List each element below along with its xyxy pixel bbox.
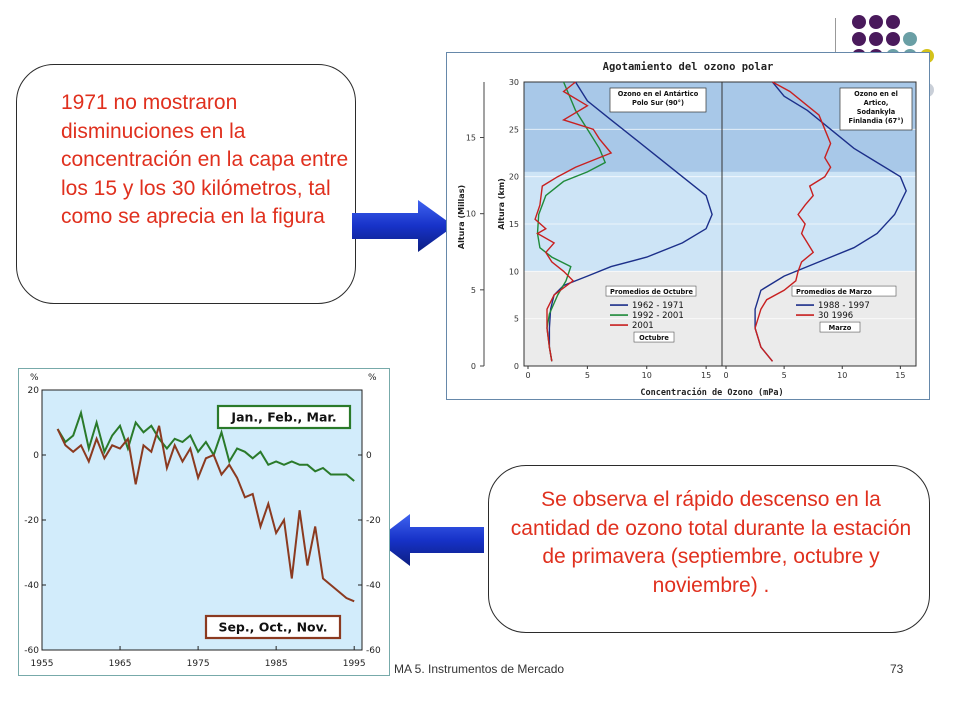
y-tick-label: 0 [513, 362, 519, 371]
y-tick-label: 10 [508, 267, 519, 277]
decorative-dot [869, 32, 883, 46]
y-unit-right: % [368, 373, 377, 383]
y-tick-right: -40 [366, 581, 381, 591]
panel-label: Finlandia (67°) [848, 117, 904, 125]
y-unit-left: % [30, 373, 39, 383]
y-tick-label: 15 [508, 220, 519, 229]
arrow-left-icon [374, 512, 486, 568]
legend-extra: Marzo [828, 324, 852, 333]
callout-bottom [488, 465, 930, 633]
x-tick-label: 0 [723, 371, 729, 380]
legend-entry: 1992 - 2001 [632, 311, 684, 322]
y-tick-label: 30 [508, 78, 519, 87]
legend-entry: 1988 - 1997 [818, 301, 870, 312]
callout-bottom-text: Se observa el rápido descenso en la cantidad de ozono total durante la estación de primavera (septiembre, octubre y noviembre) . [510, 488, 912, 597]
legend-entry: Jan., Feb., Mar. [231, 409, 337, 425]
x-tick-label: 1975 [186, 659, 210, 669]
mile-tick-label: 0 [470, 362, 476, 371]
decorative-dot [869, 15, 883, 29]
panel-label: Polo Sur (90°) [632, 99, 684, 107]
x-tick-label: 1985 [264, 659, 288, 669]
ozone-chart-title: Agotamiento del ozono polar [602, 61, 774, 73]
y-tick-label: 5 [513, 314, 519, 324]
ozone-x-label: Concentración de Ozono (mPa) [640, 388, 784, 398]
x-tick-label: 1965 [108, 659, 132, 669]
decorative-dot [886, 15, 900, 29]
x-tick-label: 5 [584, 371, 590, 380]
y-tick-right: -60 [366, 646, 381, 656]
arrow-right-icon [352, 198, 456, 254]
mile-tick-label: 10 [465, 209, 476, 219]
legend-title: Promedios de Marzo [796, 288, 872, 297]
decorative-dot [852, 32, 866, 46]
x-tick-label: 5 [781, 371, 787, 380]
y-tick-left: -20 [24, 516, 39, 526]
y-tick-label: 20 [508, 172, 519, 182]
x-tick-label: 15 [895, 371, 906, 380]
footer-text: MA 5. Instrumentos de Mercado [394, 662, 565, 676]
y-tick-left: 20 [27, 386, 39, 396]
x-tick-label: 10 [641, 371, 652, 380]
y-tick-left: -40 [24, 581, 39, 591]
legend-entry: Sep., Oct., Nov. [218, 619, 328, 635]
decorative-dot [903, 32, 917, 46]
y-tick-right: -20 [366, 516, 381, 526]
x-tick-label: 15 [701, 371, 712, 380]
legend-entry: 2001 [632, 321, 654, 332]
callout-top [16, 64, 356, 304]
decorative-dot [886, 32, 900, 46]
page-number: 73 [890, 662, 904, 676]
legend-title: Promedios de Octubre [610, 288, 693, 297]
legend-entry: 1962 - 1971 [632, 301, 684, 312]
ozone-y-label-km: Altura (km) [497, 178, 506, 230]
decorative-dot [852, 15, 866, 29]
x-tick-label: 1955 [30, 659, 54, 669]
x-tick-label: 1995 [342, 659, 366, 669]
ozone-depletion-chart [446, 52, 930, 400]
panel-label: Artico, [863, 99, 889, 107]
panel-label: Ozono en el Antártico [617, 90, 699, 98]
x-tick-label: 0 [525, 371, 531, 380]
y-tick-label: 25 [508, 125, 519, 135]
mile-tick-label: 5 [470, 285, 476, 295]
y-tick-right: 0 [366, 451, 372, 461]
y-tick-left: -60 [24, 646, 39, 656]
y-tick-left: 0 [33, 451, 39, 461]
ozone-y-label-miles: Altura (Millas) [457, 184, 466, 250]
legend-extra: Octubre [639, 334, 669, 343]
x-tick-label: 10 [837, 371, 848, 380]
panel-label: Sodankyla [856, 108, 896, 116]
callout-top-text: 1971 no mostraron disminuciones en la concentración en la capa entre los 15 y los 30 kilómetros, tal como se aprecia en la figura [61, 91, 349, 228]
total-ozone-trend-chart [18, 368, 390, 676]
legend-entry: 30 1996 [818, 311, 854, 322]
panel-label: Ozono en el [854, 90, 898, 98]
mile-tick-label: 15 [465, 133, 476, 143]
